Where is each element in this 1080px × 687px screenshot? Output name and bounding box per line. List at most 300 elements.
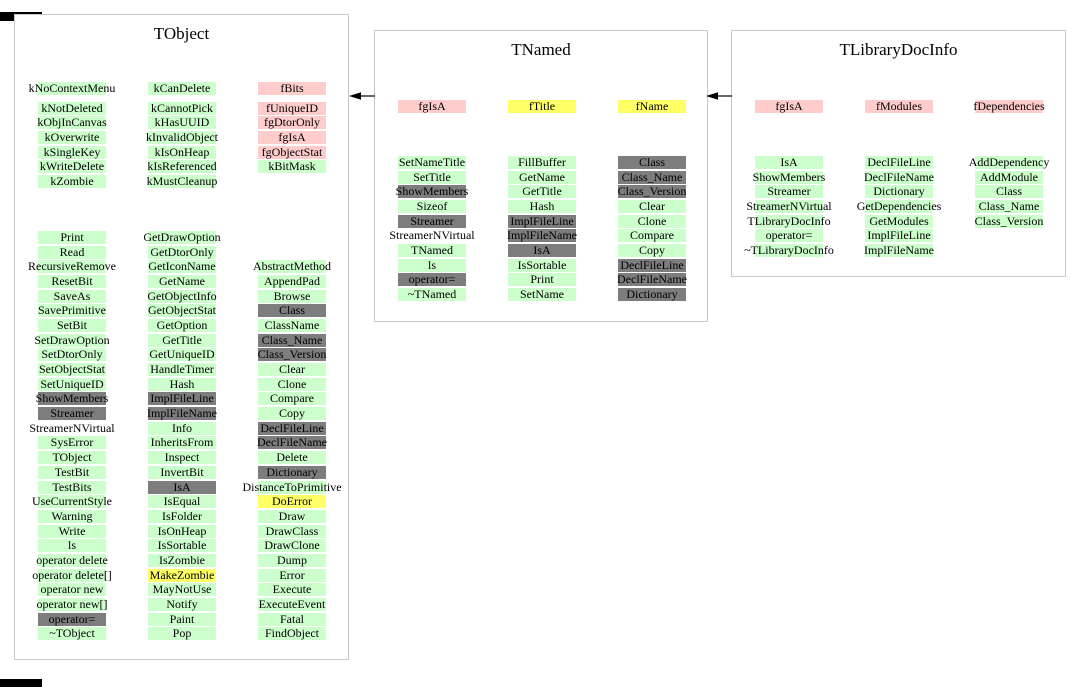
member-fgdtoronly[interactable] xyxy=(237,115,347,130)
member-info[interactable] xyxy=(127,421,237,436)
member-highlight xyxy=(38,290,106,303)
member-highlight xyxy=(258,627,326,640)
member-label: Compare xyxy=(630,228,674,243)
member-label: Inspect xyxy=(164,450,200,465)
member-highlight xyxy=(32,567,112,582)
member-browse[interactable] xyxy=(237,289,347,304)
member-warning[interactable] xyxy=(17,509,127,524)
member-highlight xyxy=(508,273,576,286)
member-label: TNamed xyxy=(411,242,453,257)
member-highlight xyxy=(148,175,216,188)
member-settitle[interactable] xyxy=(377,170,487,185)
member-label: ImplFileLine xyxy=(510,213,574,228)
inheritance-arrow-tnamed-to-tobject xyxy=(349,90,375,102)
member-setbit[interactable] xyxy=(17,318,127,333)
member-highlight xyxy=(38,275,106,288)
member-isa[interactable] xyxy=(734,155,844,170)
member-invertbit[interactable] xyxy=(127,465,237,480)
member-copy[interactable] xyxy=(237,406,347,421)
member-resetbit[interactable] xyxy=(17,274,127,289)
member-highlight xyxy=(38,246,106,259)
member-getname[interactable] xyxy=(127,274,237,289)
member-label: AbstractMethod xyxy=(253,259,331,274)
member-getdependencies[interactable] xyxy=(844,199,954,214)
member-label: Pop xyxy=(172,626,192,641)
member-handletimer[interactable] xyxy=(127,362,237,377)
member-adddependency[interactable] xyxy=(954,155,1064,170)
member-drawclass[interactable] xyxy=(237,524,347,539)
member-class[interactable] xyxy=(597,155,707,170)
member-hash[interactable] xyxy=(127,377,237,392)
member-class-name[interactable] xyxy=(954,199,1064,214)
member-dictionary[interactable] xyxy=(844,184,954,199)
member-label: SavePrimitive xyxy=(38,303,106,318)
member-getobjectstat[interactable] xyxy=(127,303,237,318)
member-class-version[interactable] xyxy=(237,348,347,363)
member-compare[interactable] xyxy=(597,228,707,243)
tnamed-fields-col2 xyxy=(487,99,597,114)
member-tlibrarydocinfo[interactable] xyxy=(734,214,844,229)
member-highlight xyxy=(258,436,326,449)
member-implfilename[interactable] xyxy=(127,406,237,421)
member-dictionary[interactable] xyxy=(597,287,707,302)
member-highlight xyxy=(38,598,106,611)
member-highlight xyxy=(618,259,686,272)
member-label: ls xyxy=(67,538,76,553)
member-fdependencies[interactable] xyxy=(954,99,1064,114)
member-write[interactable] xyxy=(17,524,127,539)
member-clear[interactable] xyxy=(237,362,347,377)
member-class-version[interactable] xyxy=(954,214,1064,229)
member-kcandelete[interactable] xyxy=(127,81,237,96)
member-getdtoronly[interactable] xyxy=(127,245,237,260)
member-tnamed[interactable] xyxy=(377,243,487,258)
member-isa[interactable] xyxy=(487,243,597,258)
member-dump[interactable] xyxy=(237,553,347,568)
member-highlight xyxy=(747,213,831,228)
member-fillbuffer[interactable] xyxy=(487,155,597,170)
member-highlight xyxy=(38,510,106,523)
member-label: Hash xyxy=(169,376,195,391)
member-label: ImplFileLine xyxy=(150,391,214,406)
member-setdtoronly[interactable] xyxy=(17,348,127,363)
member-classname[interactable] xyxy=(237,318,347,333)
member-highlight xyxy=(38,554,106,567)
member-streamernvirtual[interactable] xyxy=(17,421,127,436)
member-getname[interactable] xyxy=(487,170,597,185)
member-tobject[interactable] xyxy=(17,450,127,465)
member-highlight xyxy=(148,363,216,376)
member-label: GetTitle xyxy=(522,184,562,199)
member-label: operator= xyxy=(765,228,813,243)
member-label: Info xyxy=(172,420,192,435)
member-label: TObject xyxy=(52,450,92,465)
member-operator-new[interactable] xyxy=(17,597,127,612)
member-highlight xyxy=(258,378,326,391)
member-class[interactable] xyxy=(954,184,1064,199)
member-geticonname[interactable] xyxy=(127,259,237,274)
member-highlight xyxy=(618,100,686,113)
member-highlight xyxy=(865,244,933,257)
member-streamernvirtual[interactable] xyxy=(734,199,844,214)
member-class[interactable] xyxy=(237,303,347,318)
member-sizeof[interactable] xyxy=(377,199,487,214)
member-highlight xyxy=(148,334,216,347)
member-setnametitle[interactable] xyxy=(377,155,487,170)
member-getobjectinfo[interactable] xyxy=(127,289,237,304)
member-kbitmask[interactable] xyxy=(237,159,347,174)
member-label: kObjInCanvas xyxy=(37,115,107,130)
member-highlight xyxy=(258,451,326,464)
member-distancetoprimitive[interactable] xyxy=(237,480,347,495)
member-label: GetOption xyxy=(156,317,208,332)
member-setuniqueid[interactable] xyxy=(17,377,127,392)
member-getmodules[interactable] xyxy=(844,214,954,229)
member-tnamed[interactable] xyxy=(377,287,487,302)
member-label: GetName xyxy=(519,169,565,184)
member-highlight xyxy=(34,332,110,347)
member-fgisa[interactable] xyxy=(237,130,347,145)
member-label: StreamerNVirtual xyxy=(746,198,832,213)
member-label: SaveAs xyxy=(53,288,91,303)
member-getuniqueid[interactable] xyxy=(127,348,237,363)
member-usecurrentstyle[interactable] xyxy=(17,494,127,509)
member-streamer[interactable] xyxy=(17,406,127,421)
member-pop[interactable] xyxy=(127,627,237,642)
member-knotdeleted[interactable] xyxy=(17,101,127,116)
member-isfolder[interactable] xyxy=(127,509,237,524)
member-highlight xyxy=(398,244,466,257)
member-highlight xyxy=(148,116,216,129)
member-highlight xyxy=(258,407,326,420)
member-showmembers[interactable] xyxy=(377,184,487,199)
member-label: FillBuffer xyxy=(518,154,566,169)
member-print[interactable] xyxy=(17,230,127,245)
member-highlight xyxy=(398,215,466,228)
member-highlight xyxy=(975,200,1043,213)
member-label: Copy xyxy=(638,242,665,257)
member-highlight xyxy=(38,160,106,173)
member-operator[interactable] xyxy=(377,273,487,288)
member-kmustcleanup[interactable] xyxy=(127,174,237,189)
member-declfileline[interactable] xyxy=(237,421,347,436)
member-highlight xyxy=(29,420,115,435)
member-operator-new[interactable] xyxy=(17,583,127,598)
member-setname[interactable] xyxy=(487,287,597,302)
member-label: TLibraryDocInfo xyxy=(747,213,831,228)
member-showmembers[interactable] xyxy=(734,170,844,185)
member-operator[interactable] xyxy=(734,228,844,243)
member-setdrawoption[interactable] xyxy=(17,333,127,348)
member-execute[interactable] xyxy=(237,583,347,598)
member-highlight xyxy=(148,613,216,626)
member-tlibrarydocinfo[interactable] xyxy=(734,243,844,258)
member-highlight xyxy=(618,185,686,198)
member-highlight xyxy=(38,525,106,538)
member-fmodules[interactable] xyxy=(844,99,954,114)
member-highlight xyxy=(38,481,106,494)
member-declfileline[interactable] xyxy=(597,258,707,273)
member-doerror[interactable] xyxy=(237,494,347,509)
member-highlight xyxy=(148,422,216,435)
member-label: Class_Version xyxy=(617,184,687,199)
member-highlight xyxy=(865,185,933,198)
member-inspect[interactable] xyxy=(127,450,237,465)
member-recursiveremove[interactable] xyxy=(17,259,127,274)
member-ksinglekey[interactable] xyxy=(17,145,127,160)
member-label: DeclFileName xyxy=(257,435,327,450)
member-highlight xyxy=(148,102,216,115)
member-maynotuse[interactable] xyxy=(127,583,237,598)
member-label: Paint xyxy=(169,611,195,626)
member-ls[interactable] xyxy=(377,258,487,273)
member-highlight xyxy=(38,146,106,159)
member-highlight xyxy=(389,228,475,243)
member-operator-delete[interactable] xyxy=(17,568,127,583)
member-highlight xyxy=(618,273,686,286)
member-highlight xyxy=(35,391,109,406)
member-funiqueid[interactable] xyxy=(237,101,347,116)
member-highlight xyxy=(32,494,112,509)
member-highlight xyxy=(38,175,106,188)
member-label: DistanceToPrimitive xyxy=(242,479,342,494)
member-label: Dictionary xyxy=(266,464,318,479)
member-declfilename[interactable] xyxy=(844,170,954,185)
member-label: ImplFileName xyxy=(864,242,934,257)
member-notify[interactable] xyxy=(127,597,237,612)
member-highlight xyxy=(975,185,1043,198)
member-label: ~TLibraryDocInfo xyxy=(744,242,834,257)
member-label: SetDrawOption xyxy=(34,332,110,347)
member-inheritsfrom[interactable] xyxy=(127,436,237,451)
member-isa[interactable] xyxy=(127,480,237,495)
member-highlight xyxy=(148,583,216,596)
member-operator-delete[interactable] xyxy=(17,553,127,568)
member-label: Write xyxy=(58,523,86,538)
member-highlight xyxy=(755,229,823,242)
member-isonheap[interactable] xyxy=(127,524,237,539)
member-highlight xyxy=(618,200,686,213)
member-implfilename[interactable] xyxy=(487,228,597,243)
member-label: UseCurrentStyle xyxy=(32,494,112,509)
member-paint[interactable] xyxy=(127,612,237,627)
member-highlight xyxy=(618,244,686,257)
member-fatal[interactable] xyxy=(237,612,347,627)
member-highlight xyxy=(38,627,106,640)
member-label: kBitMask xyxy=(268,159,316,174)
member-label: Hash xyxy=(529,198,555,213)
member-label: operator new xyxy=(40,582,104,597)
member-streamer[interactable] xyxy=(734,184,844,199)
member-class-name[interactable] xyxy=(597,170,707,185)
member-addmodule[interactable] xyxy=(954,170,1064,185)
member-label: DeclFileLine xyxy=(620,257,684,272)
member-operator[interactable] xyxy=(17,612,127,627)
member-label: SetTitle xyxy=(413,169,451,184)
member-knocontextmenu[interactable] xyxy=(17,81,127,96)
member-kisreferenced[interactable] xyxy=(127,159,237,174)
member-dictionary[interactable] xyxy=(237,465,347,480)
member-highlight xyxy=(975,215,1043,228)
member-label: fgIsA xyxy=(418,98,446,113)
member-label: ClassName xyxy=(264,317,320,332)
member-label: kInvalidObject xyxy=(146,129,218,144)
member-label: IsFolder xyxy=(162,508,202,523)
member-label: IsOnHeap xyxy=(157,523,207,538)
member-kcannotpick[interactable] xyxy=(127,101,237,116)
member-highlight xyxy=(38,451,106,464)
member-findobject[interactable] xyxy=(237,627,347,642)
member-fgisa[interactable] xyxy=(377,99,487,114)
member-streamernvirtual[interactable] xyxy=(377,228,487,243)
member-highlight xyxy=(258,569,326,582)
member-declfilename[interactable] xyxy=(237,436,347,451)
member-khasuuid[interactable] xyxy=(127,115,237,130)
member-fbits[interactable] xyxy=(237,81,347,96)
member-label: IsZombie xyxy=(159,552,205,567)
tobject-fields-col2 xyxy=(127,81,237,189)
member-highlight xyxy=(395,184,469,199)
member-kinvalidobject[interactable] xyxy=(127,130,237,145)
member-label: MayNotUse xyxy=(152,582,212,597)
member-print[interactable] xyxy=(487,273,597,288)
member-highlight xyxy=(148,260,216,273)
member-syserror[interactable] xyxy=(17,436,127,451)
member-gettitle[interactable] xyxy=(487,184,597,199)
member-label: Notify xyxy=(166,597,198,612)
member-clone[interactable] xyxy=(237,377,347,392)
member-label: AddModule xyxy=(980,169,1038,184)
class-title-tobject: TObject xyxy=(153,24,210,43)
member-kwritedelete[interactable] xyxy=(17,159,127,174)
member-highlight xyxy=(398,288,466,301)
member-highlight xyxy=(975,100,1043,113)
member-highlight xyxy=(258,510,326,523)
member-highlight xyxy=(856,198,942,213)
member-read[interactable] xyxy=(17,245,127,260)
member-label: ImplFileName xyxy=(147,406,217,421)
member-highlight xyxy=(148,598,216,611)
member-showmembers[interactable] xyxy=(17,392,127,407)
member-label: ImplFileLine xyxy=(867,228,931,243)
member-highlight xyxy=(975,171,1043,184)
member-declfileline[interactable] xyxy=(844,155,954,170)
member-clear[interactable] xyxy=(597,199,707,214)
member-label: InheritsFrom xyxy=(150,435,214,450)
member-highlight xyxy=(148,510,216,523)
member-hash[interactable] xyxy=(487,199,597,214)
member-koverwrite[interactable] xyxy=(17,130,127,145)
member-ftitle[interactable] xyxy=(487,99,597,114)
member-kzombie[interactable] xyxy=(17,174,127,189)
member-draw[interactable] xyxy=(237,509,347,524)
member-label: kWriteDelete xyxy=(39,159,105,174)
tlibdocinfo-fields-col3 xyxy=(954,99,1064,114)
member-label: ~TObject xyxy=(49,626,95,641)
member-makezombie[interactable] xyxy=(127,568,237,583)
member-error[interactable] xyxy=(237,568,347,583)
member-class-version[interactable] xyxy=(597,184,707,199)
member-highlight xyxy=(148,569,216,582)
member-streamer[interactable] xyxy=(377,214,487,229)
member-getdrawoption[interactable] xyxy=(127,230,237,245)
member-issortable[interactable] xyxy=(127,538,237,553)
member-isequal[interactable] xyxy=(127,494,237,509)
member-label: GetModules xyxy=(869,213,929,228)
member-fgobjectstat[interactable] xyxy=(237,145,347,160)
member-label: ImplFileName xyxy=(507,228,577,243)
member-highlight xyxy=(258,319,326,332)
member-saveprimitive[interactable] xyxy=(17,303,127,318)
member-copy[interactable] xyxy=(597,243,707,258)
member-highlight xyxy=(148,348,216,361)
member-label: MakeZombie xyxy=(149,567,215,582)
member-label: kOverwrite xyxy=(44,129,100,144)
member-highlight xyxy=(258,598,326,611)
member-ls[interactable] xyxy=(17,538,127,553)
member-class-name[interactable] xyxy=(237,333,347,348)
member-label: Copy xyxy=(278,406,305,421)
tlibdocinfo-fields-col1 xyxy=(734,99,844,114)
member-highlight xyxy=(148,627,216,640)
member-highlight xyxy=(38,378,106,391)
member-implfileline[interactable] xyxy=(844,228,954,243)
member-gettitle[interactable] xyxy=(127,333,237,348)
member-label: Streamer xyxy=(410,213,454,228)
member-fname[interactable] xyxy=(597,99,707,114)
member-highlight xyxy=(618,215,686,228)
tlibdocinfo-methods-col3 xyxy=(954,155,1064,228)
member-compare[interactable] xyxy=(237,392,347,407)
member-label: IsA xyxy=(173,479,191,494)
member-implfilename[interactable] xyxy=(844,243,954,258)
member-highlight xyxy=(148,466,216,479)
member-drawclone[interactable] xyxy=(237,538,347,553)
member-label: SetDtorOnly xyxy=(41,347,103,362)
member-issortable[interactable] xyxy=(487,258,597,273)
member-label: Class xyxy=(278,303,305,318)
member-highlight xyxy=(968,154,1050,169)
member-iszombie[interactable] xyxy=(127,553,237,568)
member-declfilename[interactable] xyxy=(597,273,707,288)
member-getoption[interactable] xyxy=(127,318,237,333)
tobject-fields-col1 xyxy=(17,81,127,189)
member-highlight xyxy=(38,131,106,144)
member-highlight xyxy=(258,334,326,347)
member-testbits[interactable] xyxy=(17,480,127,495)
member-saveas[interactable] xyxy=(17,289,127,304)
member-clone[interactable] xyxy=(597,214,707,229)
member-label: kHasUUID xyxy=(154,115,210,130)
tlibdocinfo-fields-col2 xyxy=(844,99,954,114)
member-delete[interactable] xyxy=(237,450,347,465)
member-label: Class_Name xyxy=(621,169,683,184)
member-highlight xyxy=(148,275,216,288)
member-kobjincanvas[interactable] xyxy=(17,115,127,130)
member-implfileline[interactable] xyxy=(487,214,597,229)
member-setobjectstat[interactable] xyxy=(17,362,127,377)
member-highlight xyxy=(148,451,216,464)
member-testbit[interactable] xyxy=(17,465,127,480)
member-fgisa[interactable] xyxy=(734,99,844,114)
member-tobject[interactable] xyxy=(17,627,127,642)
member-executeevent[interactable] xyxy=(237,597,347,612)
member-implfileline[interactable] xyxy=(127,392,237,407)
member-abstractmethod[interactable] xyxy=(237,259,347,274)
member-highlight xyxy=(746,198,832,213)
member-appendpad[interactable] xyxy=(237,274,347,289)
member-kisonheap[interactable] xyxy=(127,145,237,160)
